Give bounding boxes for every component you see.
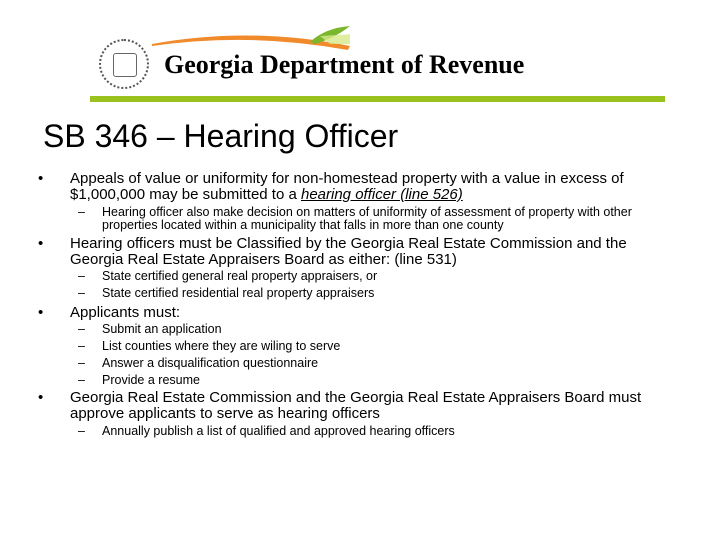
organization-name: Georgia Department of Revenue [164, 50, 525, 79]
sub-bullet: – Answer a disqualification questionnaire [78, 356, 319, 370]
slide-title: SB 346 – Hearing Officer [43, 118, 399, 154]
bullet-3: • Applicants must: [38, 304, 181, 321]
bullet-1: • Appeals of value or uniformity for non-homestead property with a value in excess of $1,000,000 may be submitted to a hearing officer (line 526) [38, 170, 624, 203]
sub-bullet: – Hearing officer also make decision on matters of uniformity of assessment of property with other properties located within a municipality that falls in more than one county [78, 205, 632, 232]
sub-bullet: – Submit an application [78, 322, 222, 336]
sub-bullet: – State certified general real property appraisers, or [78, 269, 378, 283]
sub-bullet: – Provide a resume [78, 373, 200, 387]
sub-bullet: – State certified residential real property appraisers [78, 286, 375, 300]
header-divider [90, 96, 665, 102]
hearing-officer-reference: hearing officer (line 526) [300, 186, 463, 203]
bullet-2: • Hearing officers must be Classified by the Georgia Real Estate Commission and the Georgia Real Estate Appraisers Board as either: (line 531) [38, 235, 627, 268]
sub-bullet: – List counties where they are wiling to serve [78, 339, 341, 353]
georgia-seal-logo [99, 39, 149, 89]
sub-bullet: – Annually publish a list of qualified and approved hearing officers [78, 424, 455, 438]
bullet-4: • Georgia Real Estate Commission and the Georgia Real Estate Appraisers Board must approve applicants to serve as hearing officers [38, 389, 642, 422]
